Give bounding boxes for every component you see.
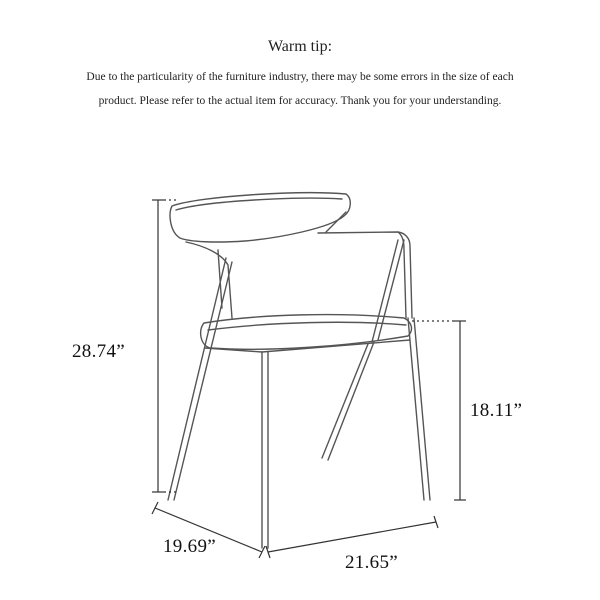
seat-height-dimension-label: 18.11” [470, 400, 523, 421]
width-dimension-label: 21.65” [345, 552, 398, 573]
warm-tip-text-line-1: Due to the particularity of the furniture industry, there may be some errors in the size of each [86, 71, 514, 83]
height-dimension-label: 28.74” [72, 341, 125, 362]
width-dimension-line [268, 522, 436, 552]
depth-dimension-label: 19.69” [163, 536, 216, 557]
chair-armrest-left [186, 242, 232, 318]
warm-tip-title: Warm tip: [267, 38, 333, 55]
warm-tip-text-line-2: product. Please refer to the actual item for accuracy. Thank you for your understanding. [98, 95, 502, 107]
chair-leg-rear-right [322, 344, 368, 458]
chair-armrest-right [318, 232, 412, 318]
chair-leg-front-left [168, 258, 226, 500]
